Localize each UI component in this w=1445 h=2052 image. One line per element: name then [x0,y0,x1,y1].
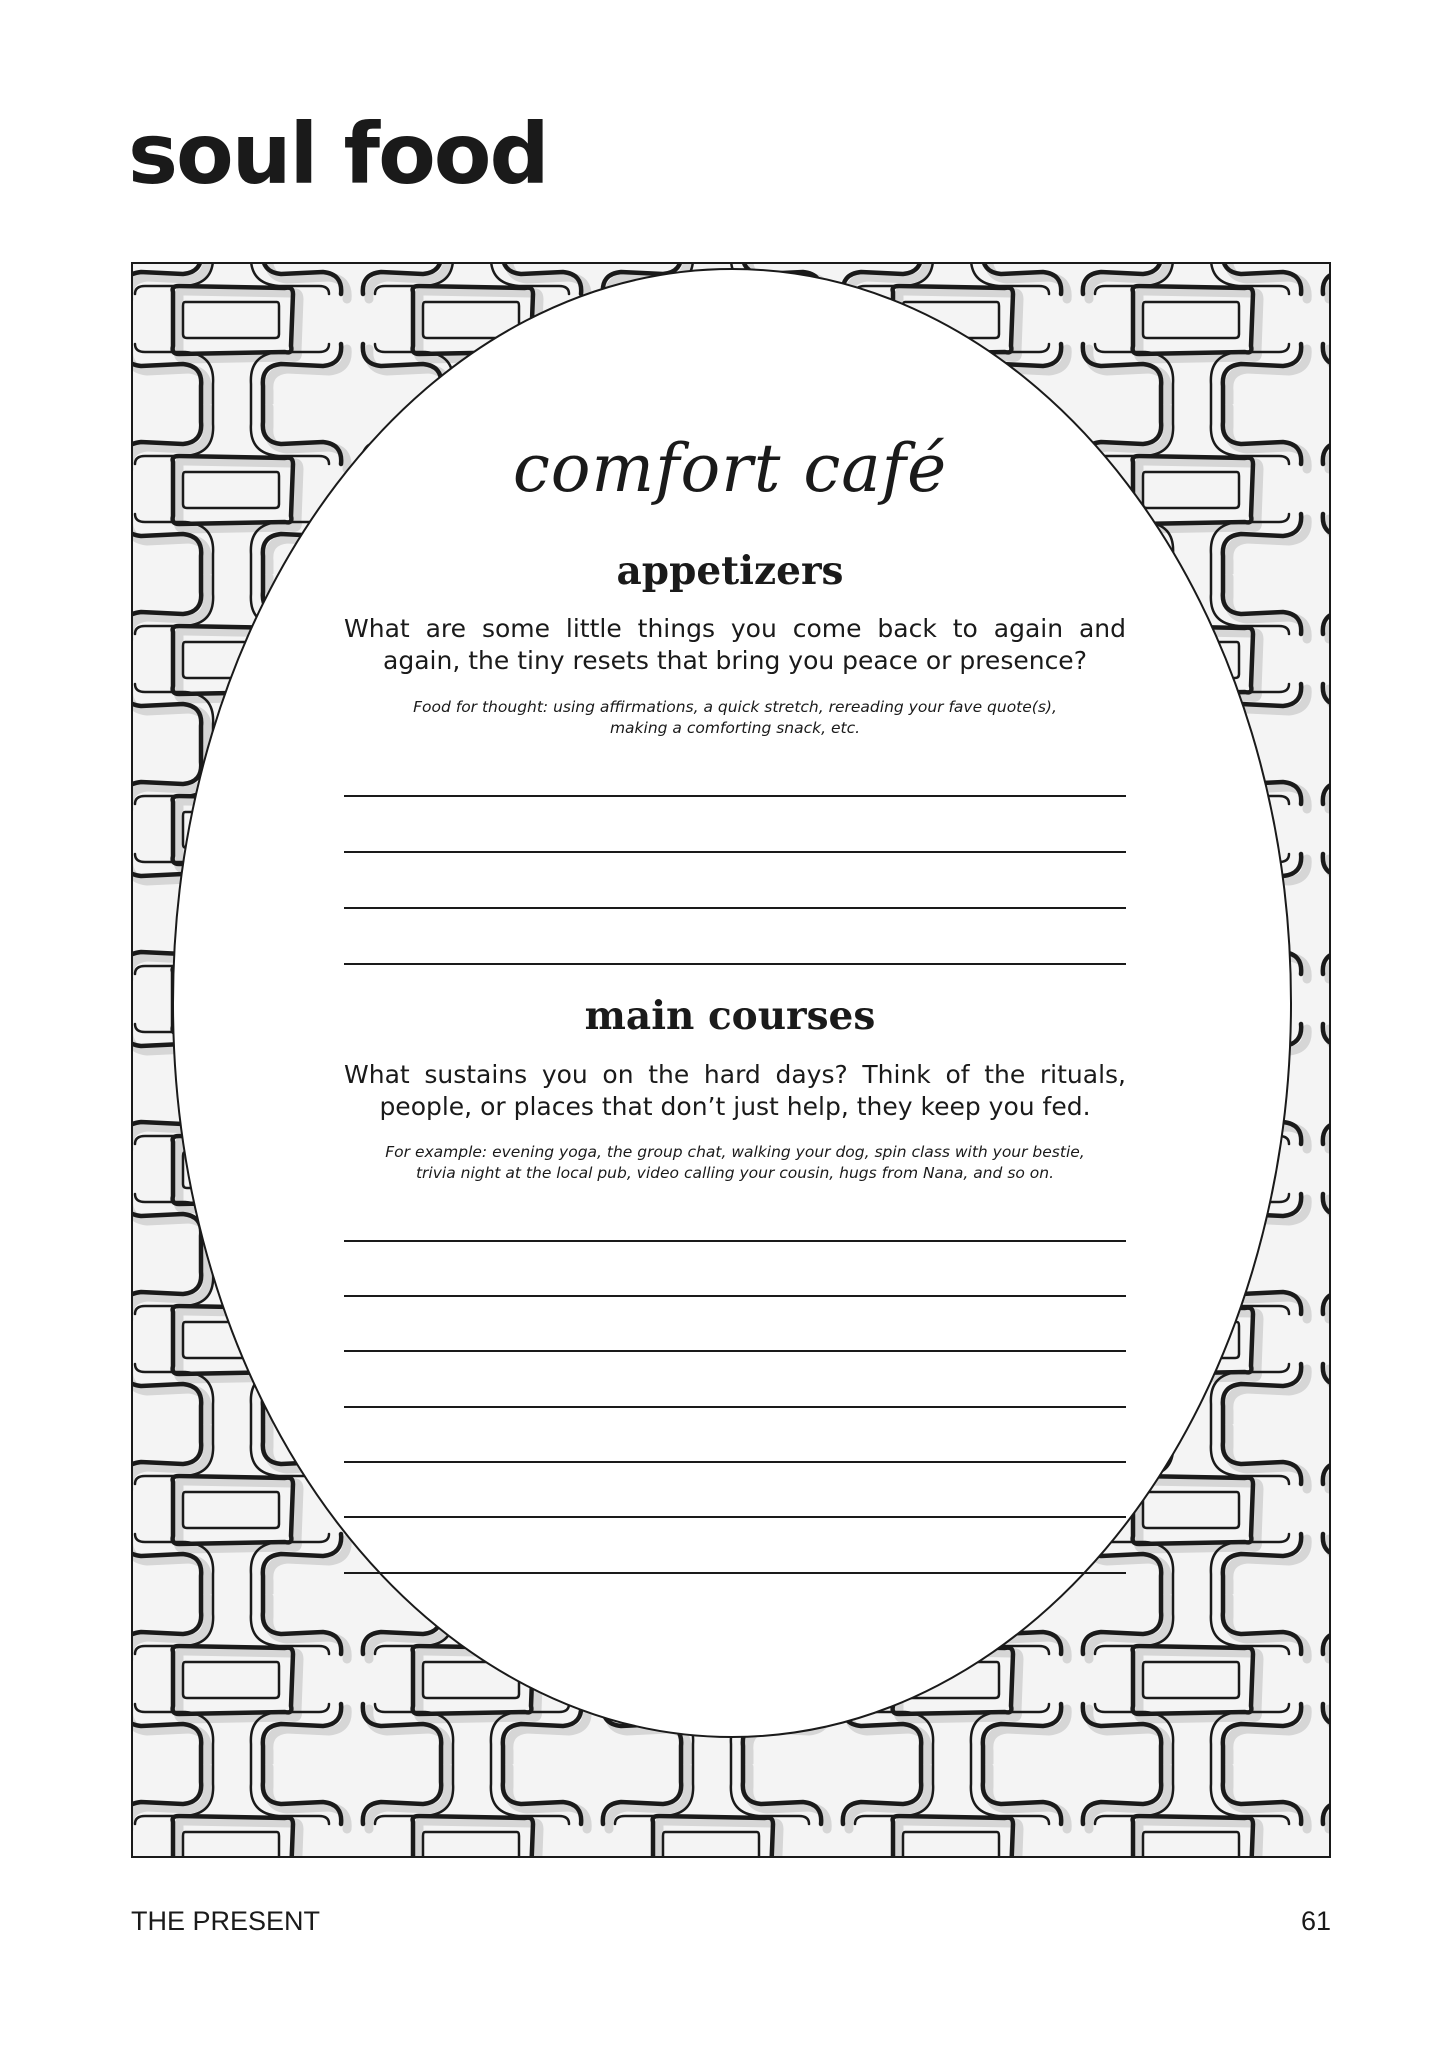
appetizers-hint-line-1: Food for thought: using affirmations, a quick stretch, rereading your fave quote(s), [413,698,1057,716]
appetizers-writing-line[interactable] [344,795,1126,797]
page-number: 61 [1300,1906,1331,1936]
main-courses-heading: main courses [584,993,876,1039]
main-courses-writing-line[interactable] [344,1572,1126,1574]
main-courses-prompt: What sustains you on the hard days? Think of the rituals, people, or places that don’t just help, they keep you fed. [344,1060,1126,1121]
page-title: soul food [128,105,548,203]
appetizers-heading: appetizers [616,548,844,594]
main-courses-writing-line[interactable] [344,1350,1126,1352]
main-courses-writing-line[interactable] [344,1461,1126,1463]
main-courses-writing-line[interactable] [344,1295,1126,1297]
main-courses-hint-line-2: trivia night at the local pub, video calling your cousin, hugs from Nana, and so on. [415,1164,1055,1182]
main-courses-writing-line[interactable] [344,1516,1126,1518]
appetizers-writing-line[interactable] [344,907,1126,909]
main-courses-hint-line-1: For example: evening yoga, the group chat, walking your dog, spin class with your bestie, [385,1143,1085,1161]
menu-script-title: comfort café [512,430,948,507]
appetizers-writing-line[interactable] [344,963,1126,965]
appetizers-prompt: What are some little things you come back to again and again, the tiny resets that bring you peace or presence? [344,614,1126,675]
footer-section-label: THE PRESENT [131,1906,321,1936]
main-courses-writing-line[interactable] [344,1406,1126,1408]
appetizers-writing-line[interactable] [344,851,1126,853]
appetizers-hint-line-2: making a comforting snack, etc. [609,719,861,737]
main-courses-writing-line[interactable] [344,1240,1126,1242]
